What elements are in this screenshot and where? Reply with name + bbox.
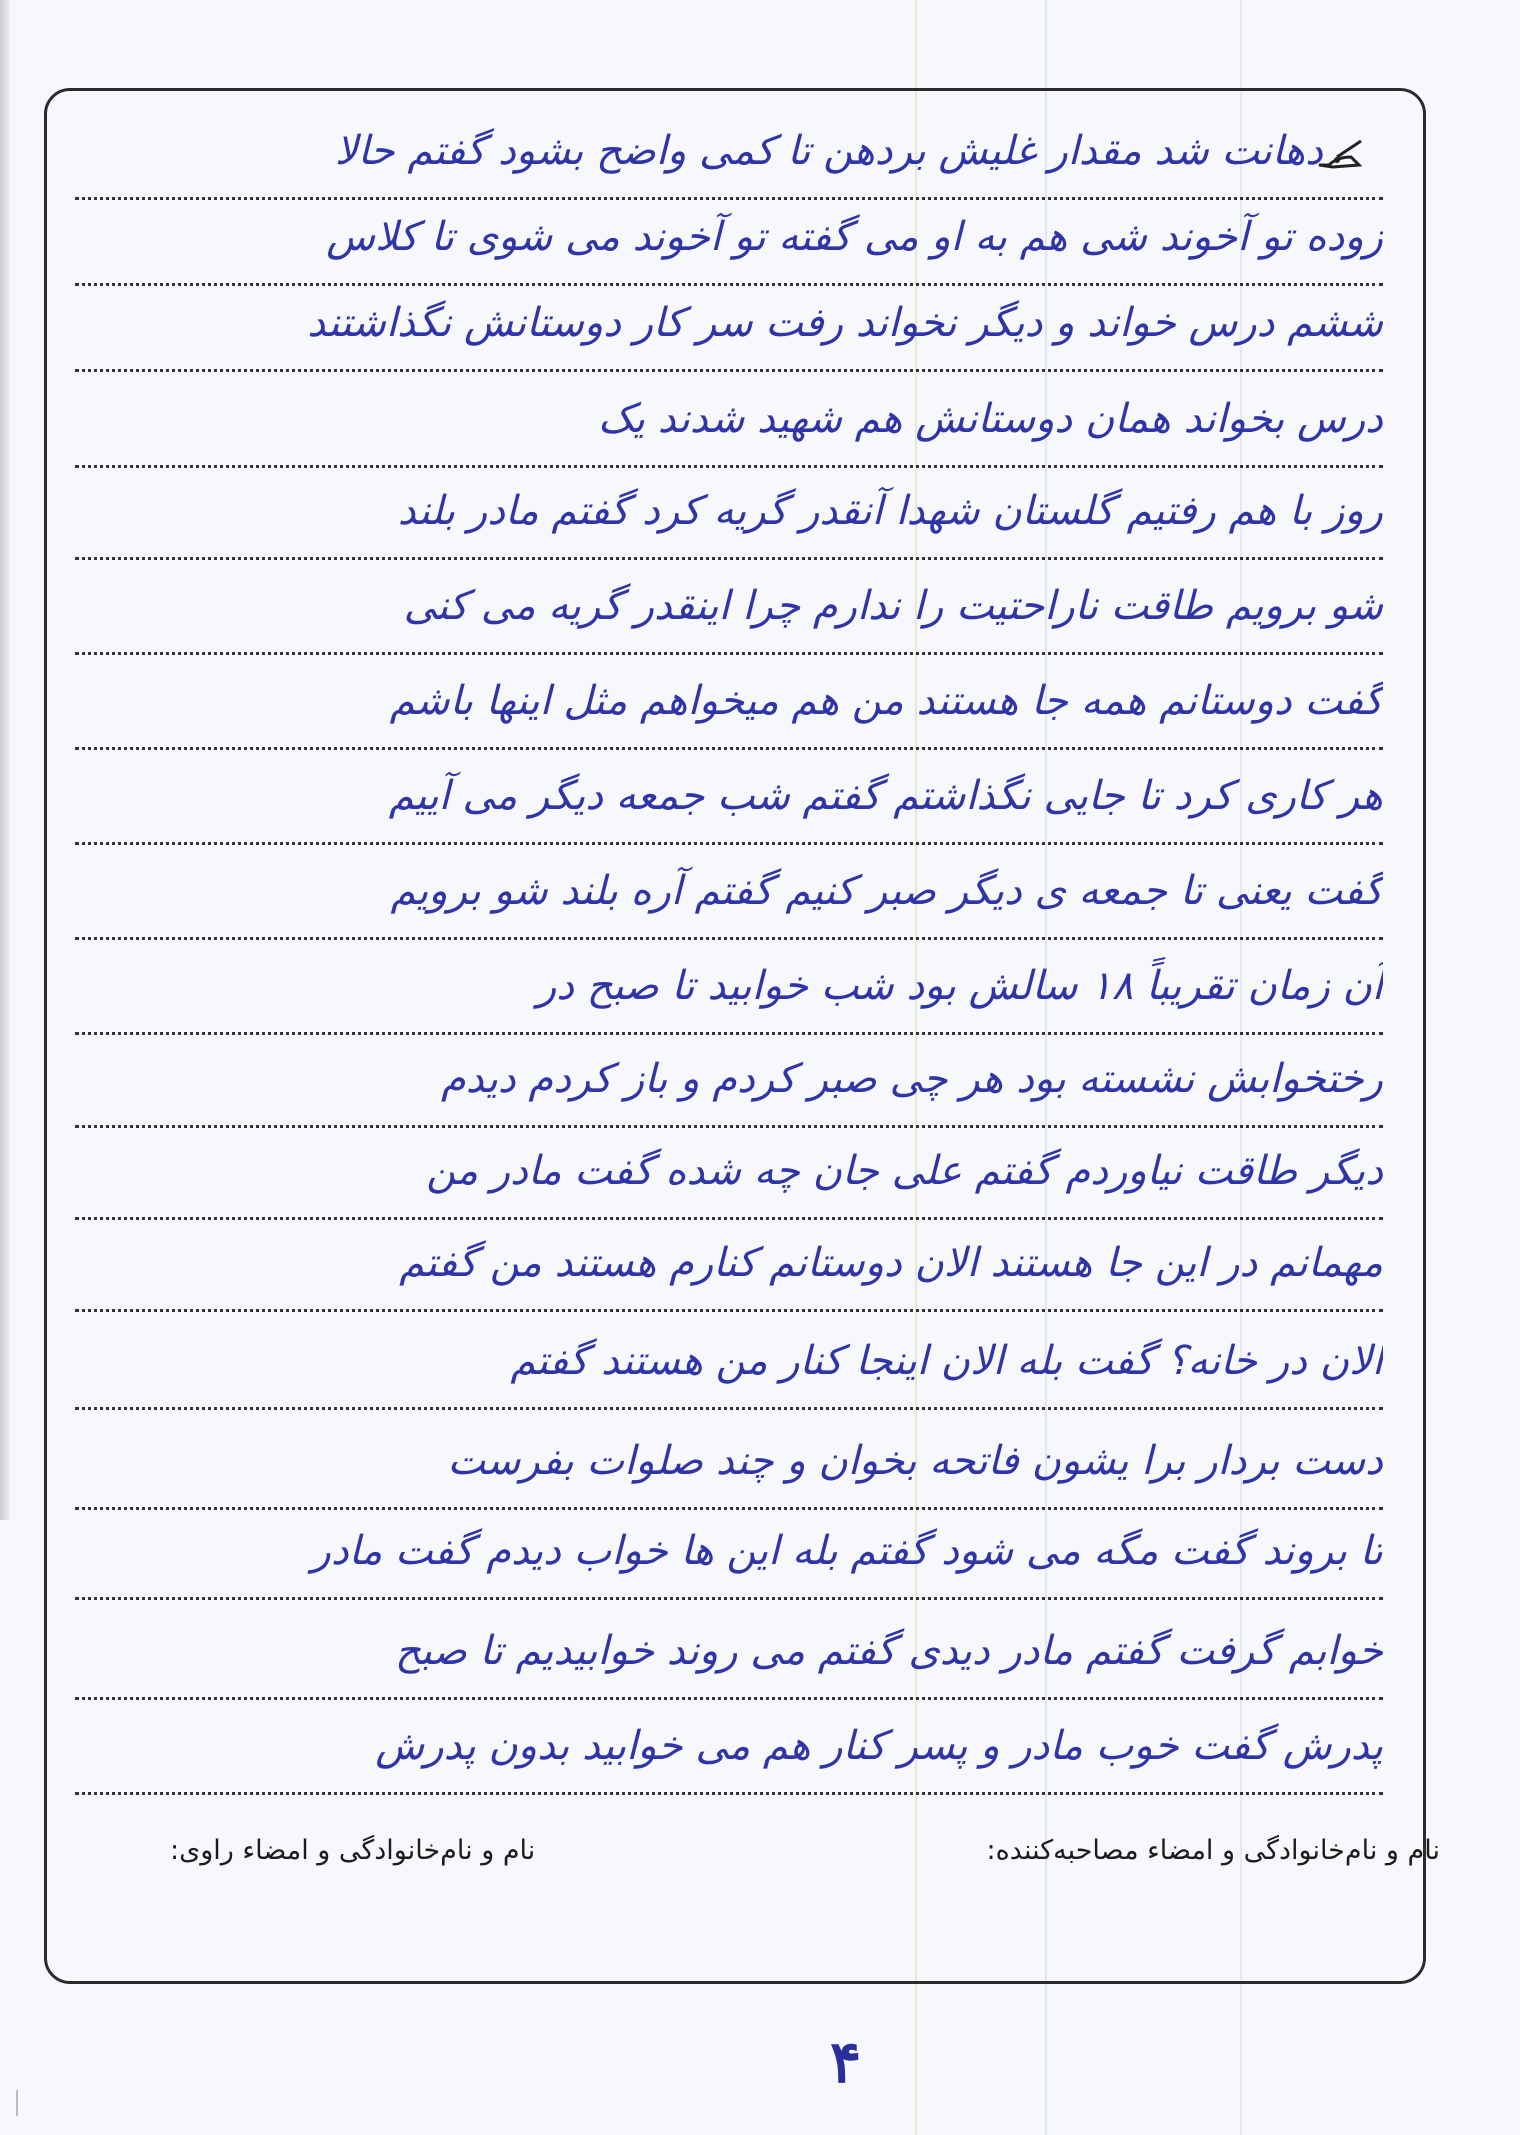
handwritten-text: مهمانم در این جا هستند الان دوستانم کنارم هستند من گفتم [399,1240,1383,1286]
narrator-signature-label: نام و نام‌خانوادگی و امضاء راوی: [170,1835,536,1866]
handwritten-line [75,756,1383,845]
scan-artifact [16,2090,18,2116]
handwritten-line [75,379,1383,468]
handwritten-text: گفت دوستانم همه جا هستند من هم میخواهم مثل اینها باشم [389,678,1383,724]
handwritten-text: ششم درس خواند و دیگر نخواند رفت سر کار دوستانش نگذاشتند [307,300,1383,346]
handwritten-line [75,283,1383,372]
interviewer-signature-label: نام و نام‌خانوادگی و امضاء مصاحبه‌کننده: [986,1835,1440,1866]
handwritten-line [75,1421,1383,1510]
handwritten-line [75,1039,1383,1128]
handwritten-text: هر کاری کرد تا جایی نگذاشتم گفتم شب جمعه دیگر می آییم [388,773,1383,819]
handwritten-line [75,1611,1383,1700]
interview-form-frame [44,88,1426,1984]
handwritten-text: زوده تو آخوند شی هم به او می گفته تو آخوند می شوی تا کلاس [326,214,1383,260]
handwritten-line [75,1321,1383,1410]
handwritten-text: درس بخواند همان دوستانش هم شهید شدند یک [598,396,1383,442]
handwritten-text: تا بروند گفت مگه می شود گفتم بله این ها خواب دیدم گفت مادر [311,1528,1383,1574]
handwritten-line [75,1706,1383,1795]
handwritten-line [75,1223,1383,1312]
handwritten-text: آن زمان تقریباً ۱۸ سالش بود شب خوابید تا صبح در [536,963,1383,1009]
handwritten-line [75,1511,1383,1600]
handwritten-text: الان در خانه؟ گفت بله الان اینجا کنار من هستند گفتم [510,1338,1383,1384]
page-number: ۴ [830,2028,862,2096]
handwritten-text: پدرش گفت خوب مادر و پسر کنار هم می خوابید بدون پدرش [375,1723,1383,1769]
scan-shadow-edge [0,0,10,1520]
handwritten-line [75,471,1383,560]
handwritten-text: دست بردار برا یشون فاتحه بخوان و چند صلوات بفرست [447,1438,1383,1484]
handwritten-line [75,197,1383,286]
handwritten-text: خوابم گرفت گفتم مادر دیدی گفتم می روند خوابیدیم تا صبح [394,1628,1383,1674]
handwritten-text: دیگر طاقت نیاوردم گفتم علی جان چه شده گفت مادر من [426,1148,1383,1194]
handwritten-line [75,661,1383,750]
handwritten-line [75,946,1383,1035]
handwritten-text: رختخوابش نشسته بود هر چی صبر کردم و باز کردم دیدم [441,1056,1383,1102]
handwritten-line [75,111,1383,200]
handwritten-text: روز با هم رفتیم گلستان شهدا آنقدر گریه کرد گفتم مادر بلند [397,488,1383,534]
handwritten-text: شو برویم طاقت ناراحتیت را ندارم چرا اینقدر گریه می کنی [403,583,1383,629]
handwritten-text: دهانت شد مقدار غلیش بردهن تا کمی واضح بشود گفتم حالا [334,128,1323,174]
handwritten-line [75,566,1383,655]
handwritten-text: گفت یعنی تا جمعه ی دیگر صبر کنیم گفتم آره بلند شو برویم [390,868,1383,914]
handwritten-line [75,1131,1383,1220]
handwritten-line [75,851,1383,940]
writing-hand-icon [1315,135,1365,171]
